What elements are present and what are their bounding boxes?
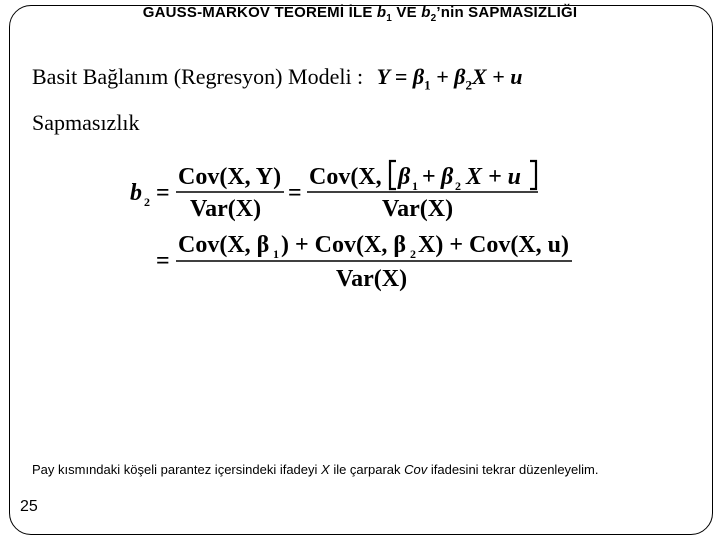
model-label: Basit Bağlanım (Regresyon) Modeli : bbox=[32, 64, 364, 89]
formula-eq-3: = bbox=[156, 248, 170, 274]
fraction2-numerator-start: Cov(X, bbox=[309, 164, 382, 190]
section-heading: Sapmasızlık bbox=[32, 110, 140, 135]
right-square-bracket bbox=[530, 161, 536, 189]
fraction3-numerator-part1: Cov(X, β bbox=[178, 232, 270, 258]
formula-eq-1: = bbox=[156, 180, 170, 206]
fraction2-plus: + bbox=[422, 164, 436, 190]
fraction3-numerator-part2: ) + Cov(X, β bbox=[281, 232, 406, 258]
left-square-bracket bbox=[390, 161, 396, 189]
fraction3-sub1: 1 bbox=[273, 247, 279, 261]
fraction3-numerator-part3: X) + Cov(X, u) bbox=[418, 232, 569, 258]
fraction2-beta2: β bbox=[441, 164, 454, 190]
slide-title: GAUSS-MARKOV TEOREMİ İLE $b_1$ VE $b_2’nin$ SAPMASIZLIĞI bbox=[142, 4, 578, 24]
fraction2-beta2-sub: 2 bbox=[455, 179, 461, 193]
explanation-note: Pay kısmındaki köşeli parantez içersindeki ifadeyi X ile çarparak Cov ifadesini tekrar düzenleyelim. bbox=[32, 462, 599, 477]
fraction1-numerator: Cov(X, Y) bbox=[178, 164, 282, 190]
page-number: 25 bbox=[20, 498, 38, 515]
formula-lhs: b bbox=[130, 180, 142, 206]
fraction3-denominator: Var(X) bbox=[336, 266, 408, 292]
model-equation: $Y = \beta_1 + \beta_2X + u$ bbox=[376, 64, 523, 93]
fraction3-sub2: 2 bbox=[410, 247, 416, 261]
formula-eq-2: = bbox=[288, 180, 302, 206]
formula-lhs-sub: 2 bbox=[144, 195, 150, 209]
fraction2-denominator: Var(X) bbox=[382, 196, 454, 222]
fraction2-numerator-end: X + u bbox=[466, 164, 522, 190]
fraction2-beta1-sub: 1 bbox=[412, 179, 418, 193]
fraction1-denominator: Var(X) bbox=[190, 196, 262, 222]
fraction2-beta1: β bbox=[398, 164, 411, 190]
